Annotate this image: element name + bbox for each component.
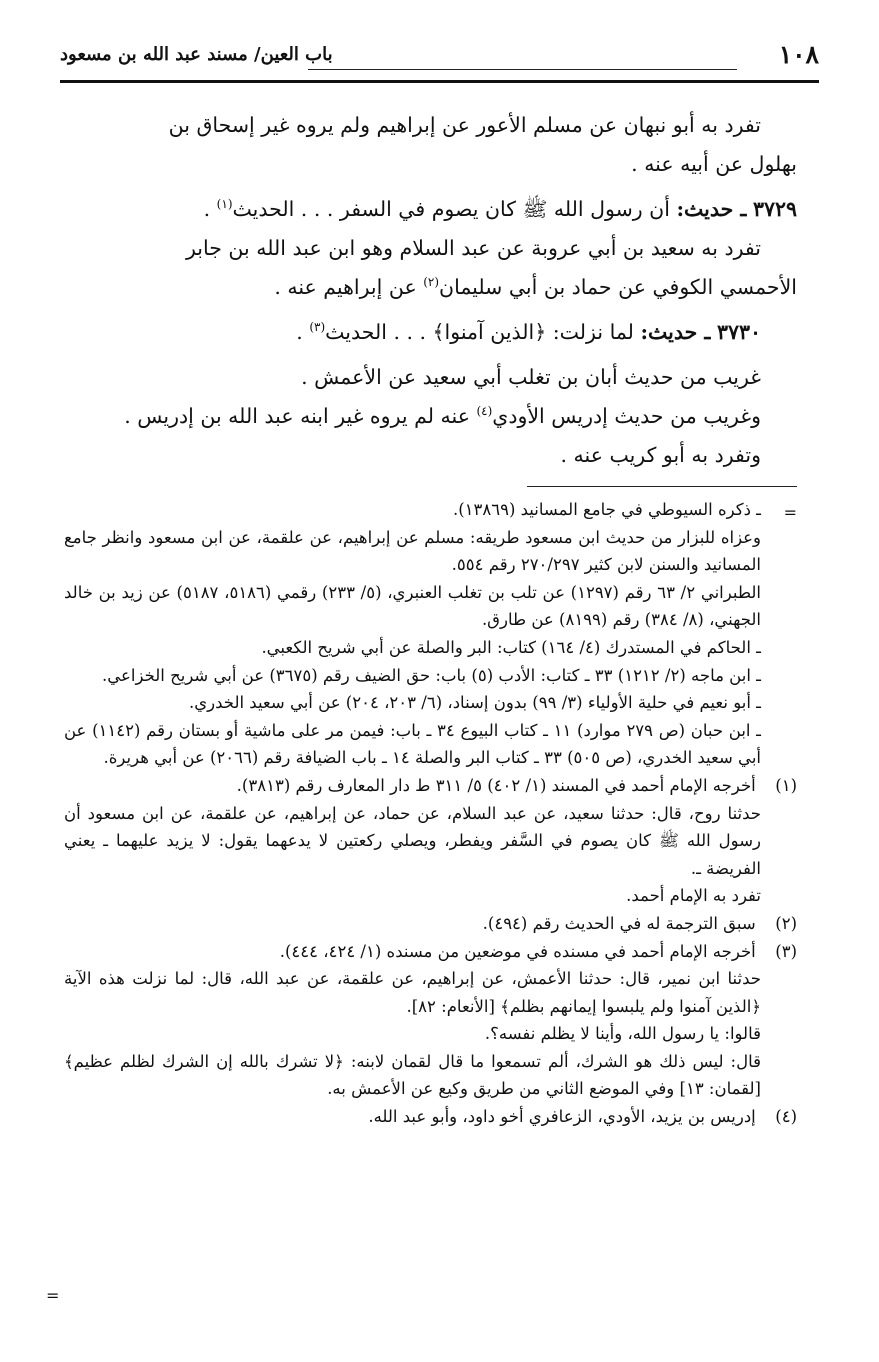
footnote-marker: (٢) <box>775 913 797 933</box>
text-line: عنه لم يروه غير ابنه عبد الله بن إدريس . <box>124 404 477 428</box>
text-line: وتفرد به أبو كريب عنه . <box>560 443 761 467</box>
text-line: تفرد به أبو نبهان عن مسلم الأعور عن إبراهيم ولم يروه غير إسحاق بن <box>168 113 761 137</box>
text-line: تفرد به سعيد بن أبي عروبة عن عبد السلام وهو ابن عبد الله بن جابر <box>185 236 761 260</box>
footnote-text: سبق الترجمة له في الحديث رقم (٤٩٤). <box>482 913 756 933</box>
hadith-number: ٣٧٣٠ <box>716 320 761 344</box>
paragraph <box>62 229 797 268</box>
footnote-body: حدثنا روح، قال: حدثنا سعيد، عن عبد السلام، عن حماد، عن إبراهيم، عن علقمة، عن ابن مسعود أن رسول الله ﷺ كان يصوم في السَّفر ويفطر، ويصلي ركعتين لا يدعهما يقول: لا يزيد عليهما ـ يعني الفريضة ـ. <box>64 803 761 878</box>
paragraph-continuation <box>62 268 797 307</box>
footnote-marker: (١) <box>775 775 797 795</box>
footnote-ref: (٣) <box>309 320 326 335</box>
footnote-text: أخرجه الإمام أحمد في مسنده في موضعين من مسنده (١/ ٤٢٤، ٤٤٤). <box>279 941 756 961</box>
footnote-continued: ـ ذكره السيوطي في جامع المسانيد (١٣٨٦٩). <box>452 500 761 519</box>
text-line: بهلول عن أبيه عنه . <box>631 152 797 176</box>
header-rule <box>60 80 819 83</box>
paragraph <box>62 106 797 145</box>
page-header <box>60 40 819 76</box>
footnote-marker: (٤) <box>775 1107 797 1127</box>
paragraph-continuation <box>62 145 797 184</box>
hadith-text: لما نزلت: ﴿الذين آمنوا﴾ . . . الحديث <box>325 320 641 344</box>
text-line: غريب من حديث أبان بن تغلب أبي سعيد عن الأعمش . <box>301 365 761 389</box>
hadith-label: ـ حديث: <box>676 197 747 221</box>
footnote-continued: ـ أبو نعيم في حلية الأولياء (٣/ ٩٩) بدون إسناد، (٦/ ٢٠٣، ٢٠٤) عن أبي سعيد الخدري. <box>189 693 761 713</box>
footnote-ref: (١) <box>216 197 233 212</box>
footnote-ref: (٤) <box>476 404 493 419</box>
footnote-1 <box>64 772 797 800</box>
footnote-continued: ـ ابن ماجه (٢/ ١٢١٢) ٣٣ ـ كتاب: الأدب (٥) باب: حق الضيف رقم (٣٦٧٥) عن أبي شريح الخزاعي. <box>102 665 761 685</box>
hadith-number: ٣٧٢٩ <box>752 197 797 221</box>
footnote-ref: (٢) <box>423 275 440 290</box>
paragraph <box>62 358 797 397</box>
footnote-4 <box>64 1103 797 1131</box>
footnote-3 <box>64 938 797 966</box>
footnote-marker: (٣) <box>775 941 797 961</box>
footnote-body: تفرد به الإمام أحمد. <box>626 886 761 906</box>
footnote-continued: ـ الحاكم في المستدرك (٤/ ١٦٤) كتاب: البر والصلة عن أبي شريح الكعبي. <box>261 637 761 657</box>
footnote-body: حدثنا ابن نمير، قال: حدثنا الأعمش، عن إبراهيم، عن علقمة، عن عبد الله، قال: لما نزلت هذه الآية ﴿الذين آمنوا ولم يلبسوا إيمانهم بظلم﴾ [الأنعام: ٨٢]. <box>64 969 761 1016</box>
footnote-text: إدريس بن يزيد، الأودي، الزعافري أخو داود، وأبو عبد الله. <box>368 1107 756 1127</box>
hadith-text: أن رسول الله ﷺ كان يصوم في السفر . . . الحديث <box>232 197 677 221</box>
header-leader-line <box>308 69 737 70</box>
hadith-3729: ٣٧٢٩ ـ حديث: أن رسول الله ﷺ كان يصوم في السفر . . . الحديث$^{(١)}$ . <box>203 197 797 221</box>
footnote-continued: الطبراني ٢/ ٦٣ رقم (١٢٩٧) عن تلب بن تغلب العنبري، (٥/ ٢٣٣) رقمي (٥١٨٦، ٥١٨٧) عن زيد بن خالد الجهني، (٨/ ٣٨٤) رقم (٨١٩٩) عن طارق. <box>64 582 761 630</box>
footnote-continued: ـ ابن حبان (ص ٢٧٩ موارد) ١١ ـ كتاب البيوع ٣٤ ـ باب: فيمن مر على ماشية أو بستان رقم (١١٤٢) عن أبي سعيد الخدري، (ص ٥٠٥) ٣٣ ـ كتاب البر والصلة ١٤ ـ باب الضيافة رقم (٢٠٦٦) عن أبي هريرة. <box>64 720 762 768</box>
footnote-body: قال: ليس ذلك هو الشرك، ألم تسمعوا ما قال لقمان لابنه: ﴿لا تشرك بالله إن الشرك لظلم عظيم﴾ [لقمان: ١٣] وفي الموضع الثاني من طريق وكيع عن الأعمش به. <box>64 1051 761 1099</box>
text-line: وغريب من حديث إدريس الأودي <box>492 404 761 428</box>
paragraph <box>62 397 797 436</box>
page-number: ١٠٨ <box>778 40 819 69</box>
footnote-continued: وعزاه للبزار من حديث ابن مسعود طريقه: مسلم عن إبراهيم، عن علقمة، عن ابن مسعود وانظر جامع المسانيد والسنن لابن كثير ٢٧٠/٢٩٧ رقم ٥٥٤. <box>64 527 761 575</box>
footnotes <box>64 496 797 1131</box>
footnote-body: قالوا: يا رسول الله، وأينا لا يظلم نفسه؟. <box>484 1024 761 1044</box>
running-title: باب العين/ مسند عبد الله بن مسعود <box>60 44 333 65</box>
hadith-3730: ٣٧٣٠ ـ حديث: لما نزلت: ﴿الذين آمنوا﴾ . . . الحديث$^{(٣)}$ . <box>296 320 761 344</box>
paragraph <box>62 436 797 475</box>
text-line: عن إبراهيم عنه . <box>274 275 424 299</box>
footnote-text: أخرجه الإمام أحمد في المسند (١/ ٤٠٢) ٥/ ٣١١ ط دار المعارف رقم (٣٨١٣). <box>236 775 756 795</box>
text-line: الأحمسي الكوفي عن حماد بن أبي سليمان <box>439 275 797 299</box>
footnote-separator <box>527 486 797 487</box>
footnote-2 <box>64 910 797 938</box>
hadith-label: ـ حديث: <box>640 320 711 344</box>
footnote-continuation-mark: = <box>783 503 797 522</box>
margin-mark: = <box>46 1286 60 1305</box>
main-text <box>62 106 797 475</box>
